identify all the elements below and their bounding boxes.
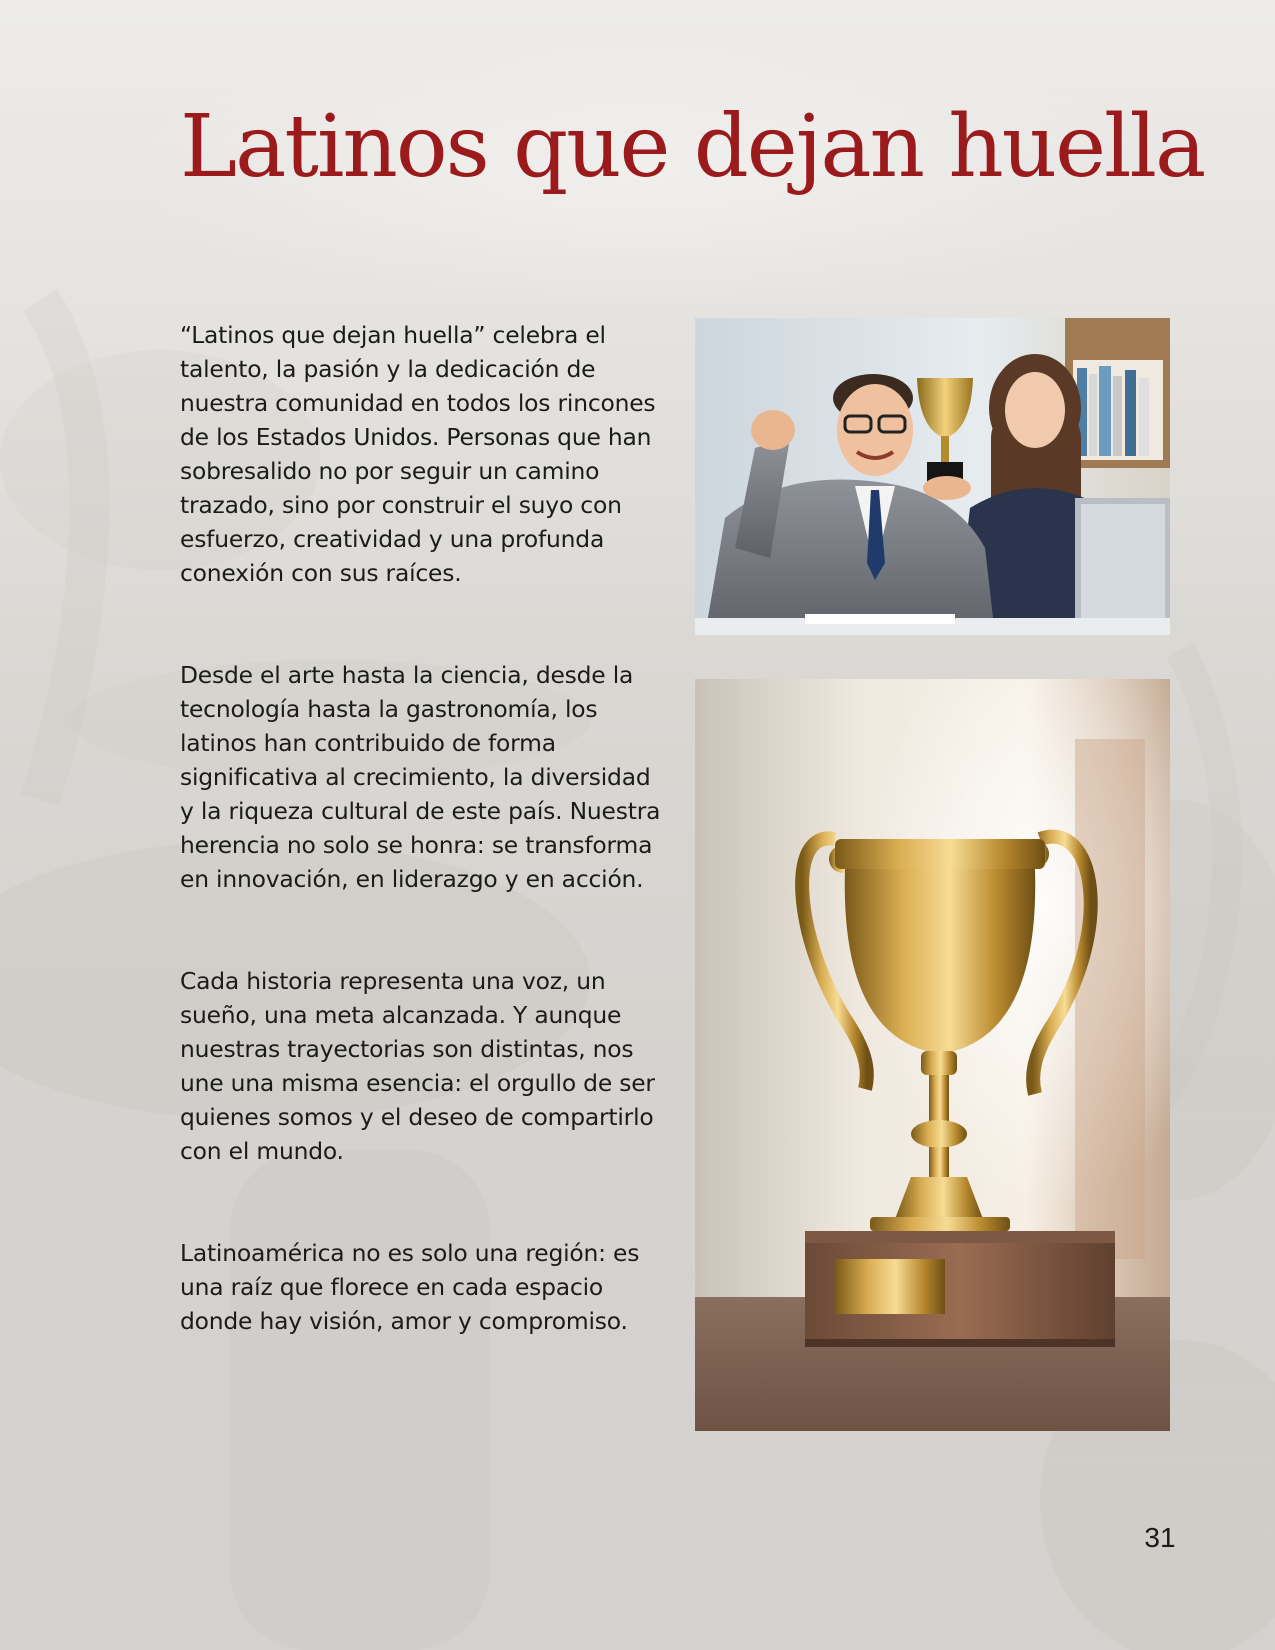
- paragraph-intro: “Latinos que dejan huella” celebra el talento, la pasión y la dedicación de nuestra comunidad en todos los rincones de los Estados Unidos. Personas que han sobresalido no por seguir un camino trazado, sino por construir el suyo con esfuerzo, creatividad y una profunda conexión con sus raíces.: [180, 321, 656, 587]
- golden-trophy-photo: [695, 679, 1170, 1431]
- page-title: Latinos que dejan huella: [180, 97, 1205, 197]
- article-body: [180, 318, 670, 1406]
- paragraph-contributions: Desde el arte hasta la ciencia, desde la tecnología hasta la gastronomía, los latinos han contribuido de forma significativa al crecimiento, la diversidad y la riqueza cultural de este país. Nuestra herencia no solo se honra: se transforma en innovación, en liderazgo y en acción.: [180, 661, 661, 893]
- golden-trophy-photo-icon: [695, 679, 1170, 1431]
- celebrating-team-photo: [695, 318, 1170, 635]
- celebrating-team-photo-icon: [695, 318, 1170, 635]
- paragraph-closing: Latinoamérica no es solo una región: es una raíz que florece en cada espacio donde hay visión, amor y compromiso.: [180, 1239, 640, 1335]
- paragraph-stories: Cada historia representa una voz, un sueño, una meta alcanzada. Y aunque nuestras trayectorias son distintas, nos une una misma esencia: el orgullo de ser quienes somos y el deseo de compartirlo con el mundo.: [180, 967, 655, 1165]
- page-number: 31: [1144, 1522, 1176, 1553]
